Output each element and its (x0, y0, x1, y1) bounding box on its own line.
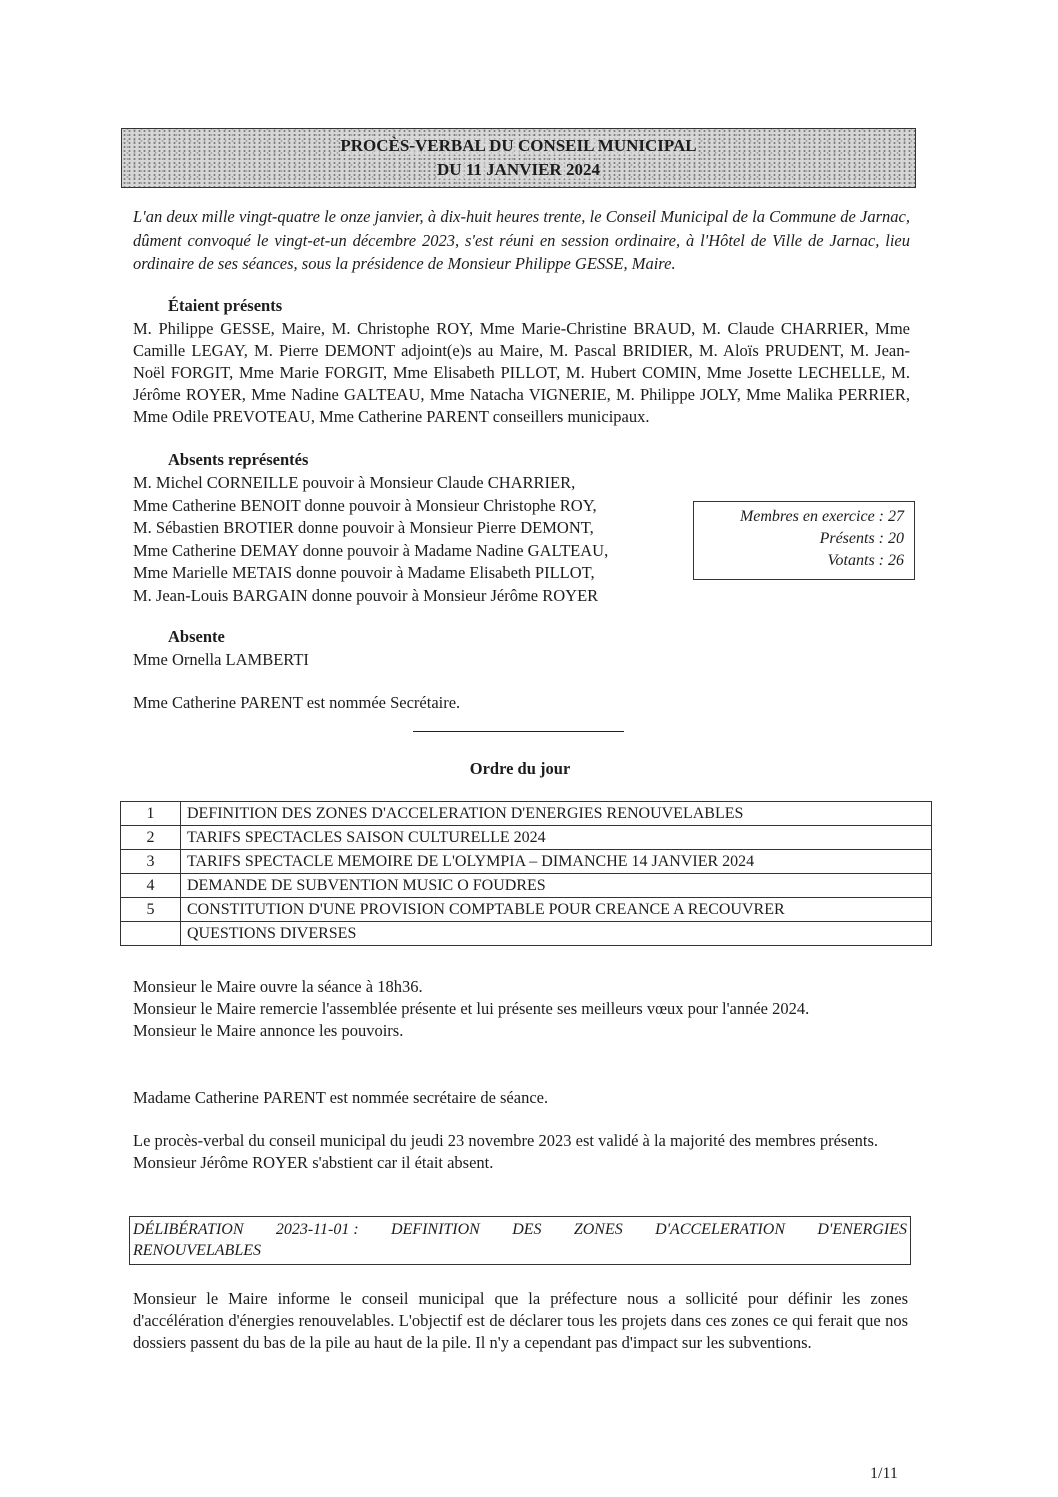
agenda-number: 1 (121, 802, 181, 826)
page-number: 1/11 (870, 1465, 898, 1482)
section-divider (413, 731, 624, 732)
deliberation-paragraph: Monsieur le Maire informe le conseil municipal que la préfecture nous a sollicité pour définir les zones d'accélération d'énergies renouvelables. L'objectif est de déclarer tous les projets dans ces zones ce qui ferait que nos dossiers passent du bas de la pile au haut de la pile. Il n'y a cependant pas d'impact sur les subventions. (133, 1289, 908, 1352)
title-line-2: DU 11 JANVIER 2024 (437, 160, 600, 179)
agenda-item: DEMANDE DE SUBVENTION MUSIC O FOUDRES (181, 874, 932, 898)
absent-name: Mme Ornella LAMBERTI (133, 650, 309, 669)
represented-item: Mme Catherine BENOIT donne pouvoir à Monsieur Christophe ROY, (133, 495, 597, 515)
agenda-number (121, 922, 181, 946)
table-row (121, 874, 932, 898)
minutes-line: Monsieur le Maire annonce les pouvoirs. (133, 1021, 404, 1040)
minutes-validation (133, 1130, 908, 1174)
presents-list: M. Philippe GESSE, Maire, M. Christophe ROY, Mme Marie-Christine BRAUD, M. Claude CHARRIER, Mme Camille LEGAY, M. Pierre DEMONT adjoint(e)s au Maire, M. Pascal BRIDIER, M. Aloïs PRUDENT, M. Jean-Noël FORGIT, Mme Marie FORGIT, Mme Elisabeth PILLOT, M. Hubert COMIN, Mme Josette LECHELLE, M. Jérôme ROYER, Mme Nadine GALTEAU, Mme Natacha VIGNERIE, M. Philippe JOLY, Mme Malika PERRIER, Mme Odile PREVOTEAU, Mme Catherine PARENT conseillers municipaux. (133, 319, 910, 426)
minutes-secretary: Madame Catherine PARENT est nommée secrétaire de séance. (133, 1088, 549, 1107)
represented-item: M. Sébastien BROTIER donne pouvoir à Monsieur Pierre DEMONT, (133, 518, 594, 537)
minutes-opening (133, 976, 908, 1042)
deliberation-word: ZONES (573, 1221, 623, 1238)
agenda-item: TARIFS SPECTACLE MEMOIRE DE L'OLYMPIA – DIMANCHE 14 JANVIER 2024 (181, 850, 932, 874)
members-count: Membres en exercice : 27 (739, 508, 904, 525)
agenda-item: CONSTITUTION D'UNE PROVISION COMPTABLE POUR CREANCE A RECOUVRER (181, 898, 932, 922)
deliberation-title-line-1 (133, 1219, 907, 1240)
presents-heading: Étaient présents (168, 296, 283, 315)
agenda-number: 3 (121, 850, 181, 874)
represented-item: M. Jean-Louis BARGAIN donne pouvoir à Monsieur Jérôme ROYER (133, 585, 599, 605)
minutes-line: Le procès-verbal du conseil municipal du jeudi 23 novembre 2023 est validé à la majorité des membres présents. (133, 1131, 879, 1150)
agenda-table (120, 801, 932, 946)
deliberation-word: DÉLIBÉRATION (133, 1221, 244, 1238)
deliberation-title-line-2: RENOUVELABLES (133, 1242, 261, 1259)
represented-item: Mme Catherine DEMAY donne pouvoir à Madame Nadine GALTEAU, (133, 540, 609, 560)
deliberation-word: DES (512, 1221, 542, 1238)
agenda-item: QUESTIONS DIVERSES (181, 922, 932, 946)
table-row (121, 802, 932, 826)
deliberation-word: D'ENERGIES (817, 1221, 907, 1238)
agenda-heading: Ordre du jour (469, 759, 571, 778)
deliberation-word: DEFINITION (390, 1221, 480, 1238)
represented-heading: Absents représentés (168, 450, 309, 469)
minutes-line: Monsieur le Maire remercie l'assemblée présente et lui présente ses meilleurs vœux pour l'année 2024. (133, 999, 810, 1018)
minutes-line: Monsieur Jérôme ROYER s'abstient car il était absent. (133, 1153, 494, 1172)
agenda-number: 5 (121, 898, 181, 922)
represented-list (133, 472, 673, 607)
represented-item: M. Michel CORNEILLE pouvoir à Monsieur Claude CHARRIER, (133, 473, 576, 492)
deliberation-word: D'ACCELERATION (655, 1221, 786, 1238)
deliberation-word: 2023-11-01 : (275, 1221, 359, 1238)
agenda-number: 2 (121, 826, 181, 850)
secretary-line: Mme Catherine PARENT est nommée Secrétaire. (133, 693, 461, 712)
agenda-number: 4 (121, 874, 181, 898)
agenda-item: DEFINITION DES ZONES D'ACCELERATION D'ENERGIES RENOUVELABLES (181, 802, 932, 826)
title-line-1: PROCÈS-VERBAL DU CONSEIL MUNICIPAL (340, 136, 697, 155)
table-row (121, 922, 932, 946)
intro-paragraph: L'an deux mille vingt-quatre le onze janvier, à dix-huit heures trente, le Conseil Municipal de la Commune de Jarnac, dûment convoqué le vingt-et-un décembre 2023, s'est réuni en session ordinaire, à l'Hôtel de Ville de Jarnac, lieu ordinaire de ses séances, sous la présidence de Monsieur Philippe GESSE, Maire. (133, 207, 910, 273)
present-count: Présents : 20 (819, 530, 904, 547)
member-counts-box (693, 501, 915, 580)
table-row (121, 826, 932, 850)
minutes-line: Monsieur le Maire ouvre la séance à 18h36. (133, 977, 423, 996)
document-title-box (121, 128, 916, 188)
deliberation-title-box (129, 1216, 911, 1265)
table-row (121, 850, 932, 874)
voters-count: Votants : 26 (827, 552, 904, 569)
agenda-item: TARIFS SPECTACLES SAISON CULTURELLE 2024 (181, 826, 932, 850)
represented-item: Mme Marielle METAIS donne pouvoir à Madame Elisabeth PILLOT, (133, 563, 595, 582)
absent-heading: Absente (168, 627, 225, 646)
table-row (121, 898, 932, 922)
